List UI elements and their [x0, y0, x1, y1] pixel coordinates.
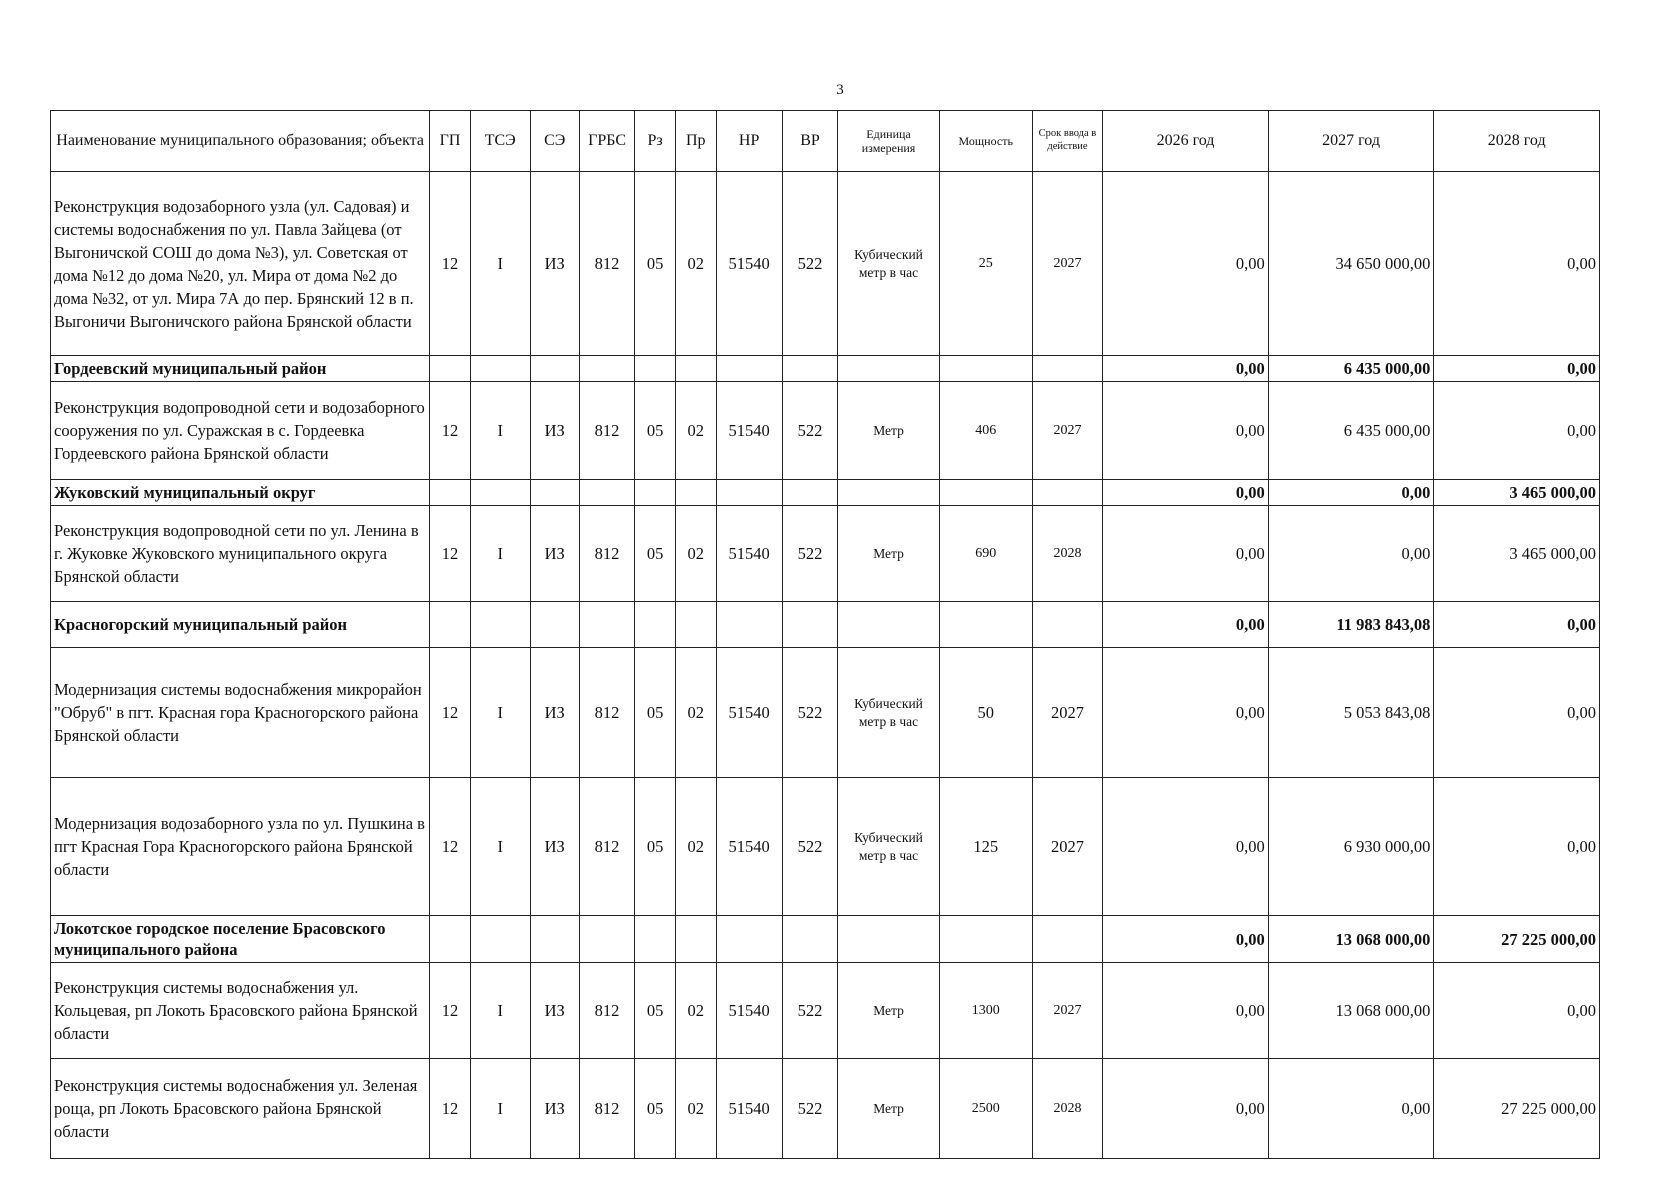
object-name: Реконструкция системы водоснабжения ул. Кольцевая, рп Локоть Брасовского района Брянской области	[51, 963, 430, 1059]
cell-rz: 05	[635, 778, 676, 916]
empty-cell	[838, 916, 939, 963]
cell-gp: 12	[430, 172, 471, 356]
cell-2028: 0,00	[1434, 963, 1600, 1059]
cell-2027: 34 650 000,00	[1268, 172, 1434, 356]
cell-vr: 522	[782, 648, 838, 778]
empty-cell	[470, 916, 530, 963]
cell-tse: I	[470, 172, 530, 356]
cell-unit: Кубический метр в час	[838, 778, 939, 916]
empty-cell	[782, 916, 838, 963]
group-name: Красногорский муниципальный район	[51, 602, 430, 648]
empty-cell	[530, 480, 579, 506]
cell-2026: 0,00	[1103, 382, 1269, 480]
header-grbs: ГРБС	[579, 111, 635, 172]
header-2027: 2027 год	[1268, 111, 1434, 172]
cell-tse: I	[470, 382, 530, 480]
cell-rz: 05	[635, 506, 676, 602]
header-name: Наименование муниципального образования; объекта	[51, 111, 430, 172]
empty-cell	[635, 480, 676, 506]
header-se: СЭ	[530, 111, 579, 172]
cell-capacity: 125	[939, 778, 1032, 916]
cell-term: 2028	[1032, 506, 1103, 602]
cell-se: ИЗ	[530, 648, 579, 778]
cell-pr: 02	[675, 1059, 716, 1159]
cell-se: ИЗ	[530, 778, 579, 916]
empty-cell	[430, 602, 471, 648]
budget-table	[50, 110, 1600, 1159]
cell-2028: 0,00	[1434, 648, 1600, 778]
cell-gp: 12	[430, 778, 471, 916]
group-total-2027: 6 435 000,00	[1268, 356, 1434, 382]
cell-term: 2027	[1032, 963, 1103, 1059]
cell-term: 2028	[1032, 1059, 1103, 1159]
empty-cell	[716, 916, 782, 963]
cell-nr: 51540	[716, 648, 782, 778]
cell-2026: 0,00	[1103, 506, 1269, 602]
cell-unit: Метр	[838, 382, 939, 480]
cell-pr: 02	[675, 172, 716, 356]
empty-cell	[782, 356, 838, 382]
cell-pr: 02	[675, 382, 716, 480]
empty-cell	[430, 480, 471, 506]
cell-2028: 3 465 000,00	[1434, 506, 1600, 602]
cell-nr: 51540	[716, 778, 782, 916]
empty-cell	[1032, 916, 1103, 963]
cell-term: 2027	[1032, 778, 1103, 916]
cell-2026: 0,00	[1103, 1059, 1269, 1159]
empty-cell	[579, 602, 635, 648]
cell-grbs: 812	[579, 648, 635, 778]
empty-cell	[939, 480, 1032, 506]
cell-gp: 12	[430, 382, 471, 480]
group-row	[51, 602, 1600, 648]
table-header-row	[51, 111, 1600, 172]
empty-cell	[470, 480, 530, 506]
cell-2028: 0,00	[1434, 778, 1600, 916]
empty-cell	[530, 602, 579, 648]
cell-term: 2027	[1032, 382, 1103, 480]
group-name: Гордеевский муниципальный район	[51, 356, 430, 382]
cell-2026: 0,00	[1103, 778, 1269, 916]
table-row	[51, 778, 1600, 916]
empty-cell	[1032, 602, 1103, 648]
cell-unit: Кубический метр в час	[838, 648, 939, 778]
cell-2027: 0,00	[1268, 1059, 1434, 1159]
empty-cell	[1032, 356, 1103, 382]
cell-rz: 05	[635, 648, 676, 778]
cell-se: ИЗ	[530, 382, 579, 480]
group-total-2027: 0,00	[1268, 480, 1434, 506]
empty-cell	[675, 480, 716, 506]
header-gp: ГП	[430, 111, 471, 172]
cell-capacity: 690	[939, 506, 1032, 602]
cell-grbs: 812	[579, 963, 635, 1059]
group-total-2026: 0,00	[1103, 916, 1269, 963]
cell-gp: 12	[430, 963, 471, 1059]
object-name: Модернизация водозаборного узла по ул. Пушкина в пгт Красная Гора Красногорского района Брянской области	[51, 778, 430, 916]
cell-se: ИЗ	[530, 172, 579, 356]
empty-cell	[530, 916, 579, 963]
empty-cell	[635, 602, 676, 648]
cell-grbs: 812	[579, 506, 635, 602]
cell-2027: 6 930 000,00	[1268, 778, 1434, 916]
cell-nr: 51540	[716, 172, 782, 356]
cell-tse: I	[470, 506, 530, 602]
cell-grbs: 812	[579, 778, 635, 916]
cell-vr: 522	[782, 172, 838, 356]
empty-cell	[470, 602, 530, 648]
cell-term: 2027	[1032, 648, 1103, 778]
cell-se: ИЗ	[530, 1059, 579, 1159]
empty-cell	[635, 916, 676, 963]
empty-cell	[530, 356, 579, 382]
cell-pr: 02	[675, 648, 716, 778]
header-2028: 2028 год	[1434, 111, 1600, 172]
cell-vr: 522	[782, 963, 838, 1059]
cell-capacity: 2500	[939, 1059, 1032, 1159]
header-capacity: Мощность	[939, 111, 1032, 172]
table-row	[51, 963, 1600, 1059]
empty-cell	[939, 916, 1032, 963]
object-name: Реконструкция водопроводной сети и водозаборного сооружения по ул. Суражская в с. Гордеевка Гордеевского района Брянской области	[51, 382, 430, 480]
group-total-2027: 13 068 000,00	[1268, 916, 1434, 963]
object-name: Реконструкция системы водоснабжения ул. Зеленая роща, рп Локоть Брасовского района Брянской области	[51, 1059, 430, 1159]
group-total-2028: 0,00	[1434, 602, 1600, 648]
object-name: Реконструкция водозаборного узла (ул. Садовая) и системы водоснабжения по ул. Павла Зайцева (от Выгоничской СОШ до дома №3), ул. Советская от дома №12 до дома №20, ул. Мира от дома №2 до дома №32, от ул. Мира 7А до пер. Брянский 12 в п. Выгоничи Выгоничского района Брянской области	[51, 172, 430, 356]
table-row	[51, 382, 1600, 480]
group-total-2027: 11 983 843,08	[1268, 602, 1434, 648]
cell-grbs: 812	[579, 382, 635, 480]
cell-vr: 522	[782, 506, 838, 602]
empty-cell	[939, 356, 1032, 382]
empty-cell	[579, 480, 635, 506]
cell-se: ИЗ	[530, 963, 579, 1059]
empty-cell	[675, 356, 716, 382]
cell-2027: 13 068 000,00	[1268, 963, 1434, 1059]
cell-rz: 05	[635, 382, 676, 480]
cell-2028: 0,00	[1434, 172, 1600, 356]
header-unit: Единица измерения	[838, 111, 939, 172]
group-total-2026: 0,00	[1103, 480, 1269, 506]
cell-2028: 0,00	[1434, 382, 1600, 480]
object-name: Модернизация системы водоснабжения микрорайон "Обруб" в пгт. Красная гора Красногорского района Брянской области	[51, 648, 430, 778]
empty-cell	[838, 480, 939, 506]
empty-cell	[782, 602, 838, 648]
header-pr: Пр	[675, 111, 716, 172]
cell-pr: 02	[675, 506, 716, 602]
cell-vr: 522	[782, 778, 838, 916]
group-name: Локотское городское поселение Брасовского муниципального района	[51, 916, 430, 963]
cell-2027: 0,00	[1268, 506, 1434, 602]
cell-unit: Метр	[838, 1059, 939, 1159]
header-term: Срок ввода в действие	[1032, 111, 1103, 172]
empty-cell	[838, 356, 939, 382]
empty-cell	[579, 356, 635, 382]
group-total-2028: 3 465 000,00	[1434, 480, 1600, 506]
header-vr: ВР	[782, 111, 838, 172]
group-row	[51, 356, 1600, 382]
empty-cell	[1032, 480, 1103, 506]
cell-rz: 05	[635, 1059, 676, 1159]
cell-capacity: 50	[939, 648, 1032, 778]
cell-pr: 02	[675, 963, 716, 1059]
cell-unit: Кубический метр в час	[838, 172, 939, 356]
cell-2026: 0,00	[1103, 648, 1269, 778]
empty-cell	[579, 916, 635, 963]
header-nr: НР	[716, 111, 782, 172]
cell-nr: 51540	[716, 963, 782, 1059]
cell-capacity: 406	[939, 382, 1032, 480]
empty-cell	[430, 356, 471, 382]
cell-capacity: 1300	[939, 963, 1032, 1059]
group-row	[51, 916, 1600, 963]
cell-grbs: 812	[579, 1059, 635, 1159]
cell-gp: 12	[430, 1059, 471, 1159]
cell-grbs: 812	[579, 172, 635, 356]
group-total-2026: 0,00	[1103, 356, 1269, 382]
cell-unit: Метр	[838, 506, 939, 602]
cell-gp: 12	[430, 506, 471, 602]
cell-tse: I	[470, 778, 530, 916]
cell-se: ИЗ	[530, 506, 579, 602]
empty-cell	[675, 602, 716, 648]
empty-cell	[939, 602, 1032, 648]
empty-cell	[838, 602, 939, 648]
header-rz: Рз	[635, 111, 676, 172]
table-row	[51, 172, 1600, 356]
empty-cell	[675, 916, 716, 963]
cell-vr: 522	[782, 382, 838, 480]
empty-cell	[635, 356, 676, 382]
group-total-2026: 0,00	[1103, 602, 1269, 648]
header-tse: ТСЭ	[470, 111, 530, 172]
cell-tse: I	[470, 963, 530, 1059]
empty-cell	[430, 916, 471, 963]
cell-2027: 6 435 000,00	[1268, 382, 1434, 480]
table-row	[51, 1059, 1600, 1159]
cell-gp: 12	[430, 648, 471, 778]
cell-vr: 522	[782, 1059, 838, 1159]
cell-pr: 02	[675, 778, 716, 916]
cell-nr: 51540	[716, 1059, 782, 1159]
empty-cell	[716, 602, 782, 648]
header-2026: 2026 год	[1103, 111, 1269, 172]
cell-rz: 05	[635, 963, 676, 1059]
cell-rz: 05	[635, 172, 676, 356]
cell-2026: 0,00	[1103, 963, 1269, 1059]
object-name: Реконструкция водопроводной сети по ул. Ленина в г. Жуковке Жуковского муниципального округа Брянской области	[51, 506, 430, 602]
group-total-2028: 0,00	[1434, 356, 1600, 382]
group-total-2028: 27 225 000,00	[1434, 916, 1600, 963]
cell-2026: 0,00	[1103, 172, 1269, 356]
empty-cell	[716, 356, 782, 382]
group-name: Жуковский муниципальный округ	[51, 480, 430, 506]
empty-cell	[716, 480, 782, 506]
empty-cell	[782, 480, 838, 506]
empty-cell	[470, 356, 530, 382]
cell-tse: I	[470, 1059, 530, 1159]
table-row	[51, 648, 1600, 778]
cell-term: 2027	[1032, 172, 1103, 356]
group-row	[51, 480, 1600, 506]
cell-2027: 5 053 843,08	[1268, 648, 1434, 778]
cell-2028: 27 225 000,00	[1434, 1059, 1600, 1159]
cell-nr: 51540	[716, 506, 782, 602]
page-number: 3	[836, 82, 844, 98]
cell-unit: Метр	[838, 963, 939, 1059]
cell-nr: 51540	[716, 382, 782, 480]
cell-tse: I	[470, 648, 530, 778]
table-row	[51, 506, 1600, 602]
cell-capacity: 25	[939, 172, 1032, 356]
